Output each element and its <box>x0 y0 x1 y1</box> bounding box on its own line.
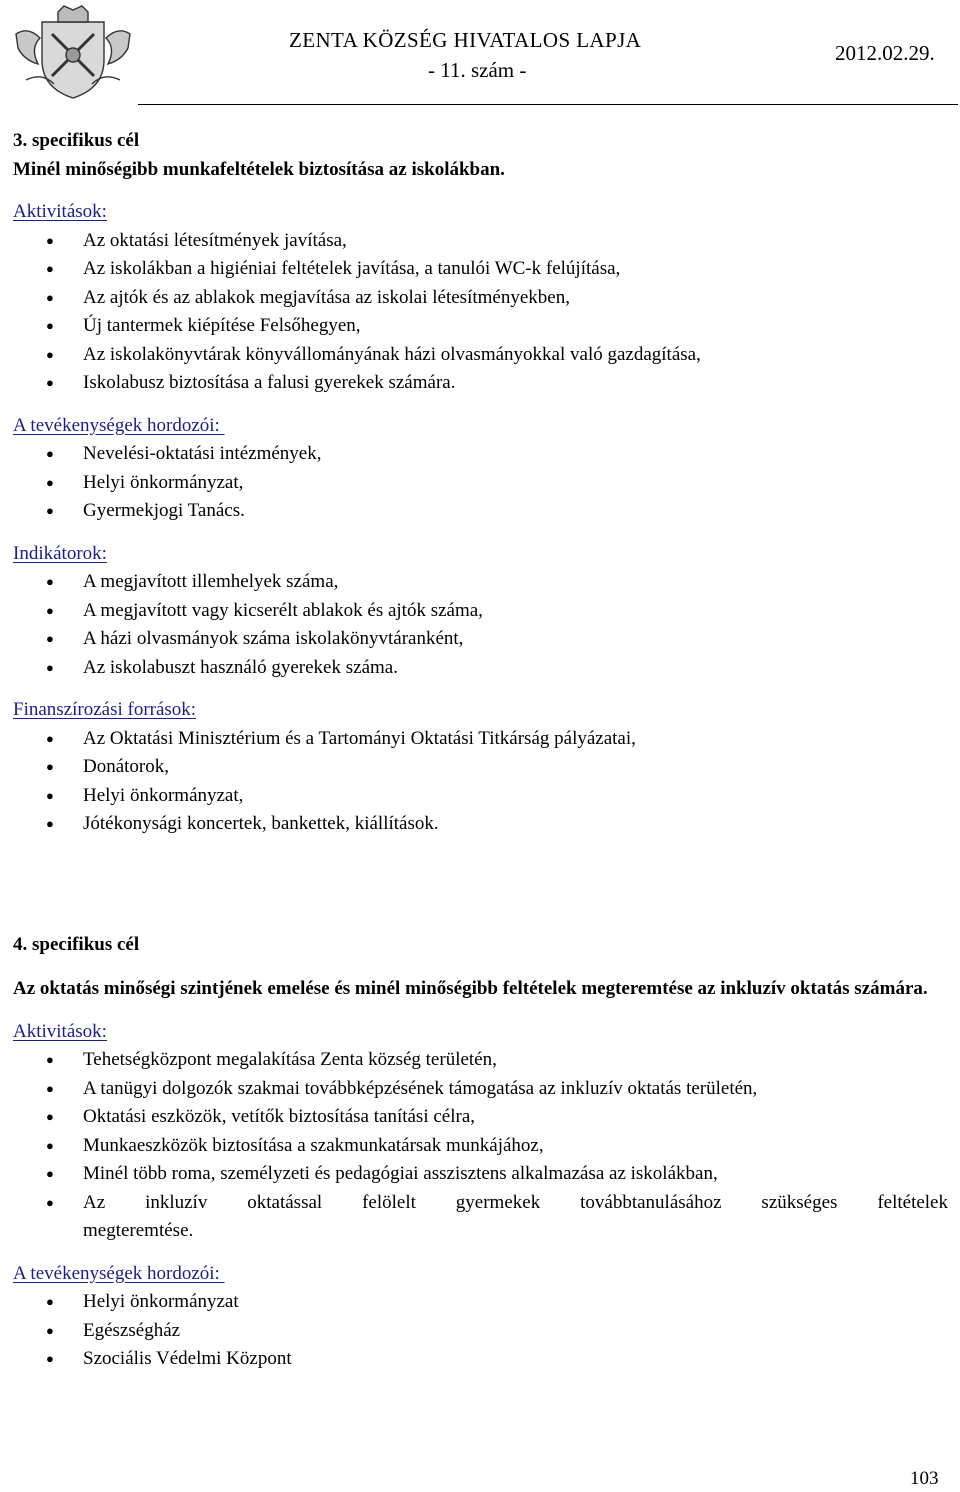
list-item: ● Helyi önkormányzat, <box>13 469 948 498</box>
list-item: ● Az oktatási létesítmények javítása, <box>13 227 948 256</box>
list-item: ● A megjavított illemhelyek száma, <box>13 568 948 597</box>
list-item-line: megteremtése. <box>83 1220 194 1241</box>
issue-date: 2012.02.29. <box>835 41 935 65</box>
document-body <box>13 127 948 1374</box>
list-item: ● Új tantermek kiépítése Felsőhegyen, <box>13 312 948 341</box>
goal4-activities-heading: Aktivitások: <box>13 1020 107 1042</box>
list-item: ● Az Oktatási Minisztérium és a Tartományi Oktatási Titkárság pályázatai, <box>13 725 948 754</box>
list-item: ● Az iskolabuszt használó gyerekek száma. <box>13 654 948 683</box>
list-item <box>13 1189 948 1246</box>
coat-of-arms-icon <box>12 4 134 102</box>
list-item: ● Szociális Védelmi Központ <box>13 1345 948 1374</box>
goal3-funding-heading: Finanszírozási források: <box>13 699 197 720</box>
list-item: ● Gyermekjogi Tanács. <box>13 497 948 526</box>
list-item: ● A megjavított vagy kicserélt ablakok és ajtók száma, <box>13 597 948 626</box>
list-item: ● A tanügyi dolgozók szakmai továbbképzésének támogatása az inkluzív oktatás területén, <box>13 1075 948 1104</box>
page-number: 103 <box>910 1468 939 1489</box>
list-item: ● Jótékonysági koncertek, bankettek, kiállítások. <box>13 810 948 839</box>
goal3-title: Minél minőségibb munkafeltételek biztosítása az iskolákban. <box>13 158 505 180</box>
list-item: ● Helyi önkormányzat <box>13 1288 948 1317</box>
goal3-activities-list <box>13 227 948 398</box>
page-header <box>0 0 960 108</box>
list-item: ● A házi olvasmányok száma iskolakönyvtáranként, <box>13 625 948 654</box>
goal4-number: 4. specifikus cél <box>13 933 140 955</box>
list-item: ● Donátorok, <box>13 753 948 782</box>
list-item: ● Oktatási eszközök, vetítők biztosítása tanítási célra, <box>13 1103 948 1132</box>
list-item: ● Iskolabusz biztosítása a falusi gyerekek számára. <box>13 369 948 398</box>
list-item-line: ● Az inkluzív oktatással felölelt gyermekek továbbtanulásához szükséges feltételek <box>83 1191 948 1213</box>
goal4-carriers-heading: A tevékenységek hordozói: <box>13 1262 225 1284</box>
list-item: ● Minél több roma, személyzeti és pedagógiai asszisztens alkalmazása az iskolákban, <box>13 1160 948 1189</box>
list-item: ● Tehetségközpont megalakítása Zenta község területén, <box>13 1046 948 1075</box>
list-item: ● Munkaeszközök biztosítása a szakmunkatársak munkájához, <box>13 1132 948 1161</box>
goal3-indicators-heading: Indikátorok: <box>13 542 107 564</box>
list-item: ● Az ajtók és az ablakok megjavítása az iskolai létesítményekben, <box>13 284 948 313</box>
goal3-funding-list <box>13 725 948 839</box>
list-item: ● Egészségház <box>13 1317 948 1346</box>
goal3-activities-heading: Aktivitások: <box>13 201 107 222</box>
goal3-indicators-list <box>13 568 948 682</box>
header-divider <box>138 104 958 105</box>
publication-title: ZENTA KÖZSÉG HIVATALOS LAPJA <box>289 28 642 52</box>
goal3-carriers-list <box>13 440 948 526</box>
goal3-carriers-heading: A tevékenységek hordozói: <box>13 414 225 436</box>
issue-number: - 11. szám - <box>428 58 527 82</box>
goal4-carriers-list <box>13 1288 948 1374</box>
goal4-activities-list <box>13 1046 948 1246</box>
list-item: ● Az iskolákban a higiéniai feltételek javítása, a tanulói WC-k felújítása, <box>13 255 948 284</box>
list-item: ● Helyi önkormányzat, <box>13 782 948 811</box>
goal4-title: Az oktatás minőségi szintjének emelése és minél minőségibb feltételek megteremtése az inkluzív oktatás számára. <box>13 978 928 999</box>
goal3-number: 3. specifikus cél <box>13 130 140 151</box>
list-item: ● Nevelési-oktatási intézmények, <box>13 440 948 469</box>
list-item: ● Az iskolakönyvtárak könyvállományának házi olvasmányokkal való gazdagítása, <box>13 341 948 370</box>
